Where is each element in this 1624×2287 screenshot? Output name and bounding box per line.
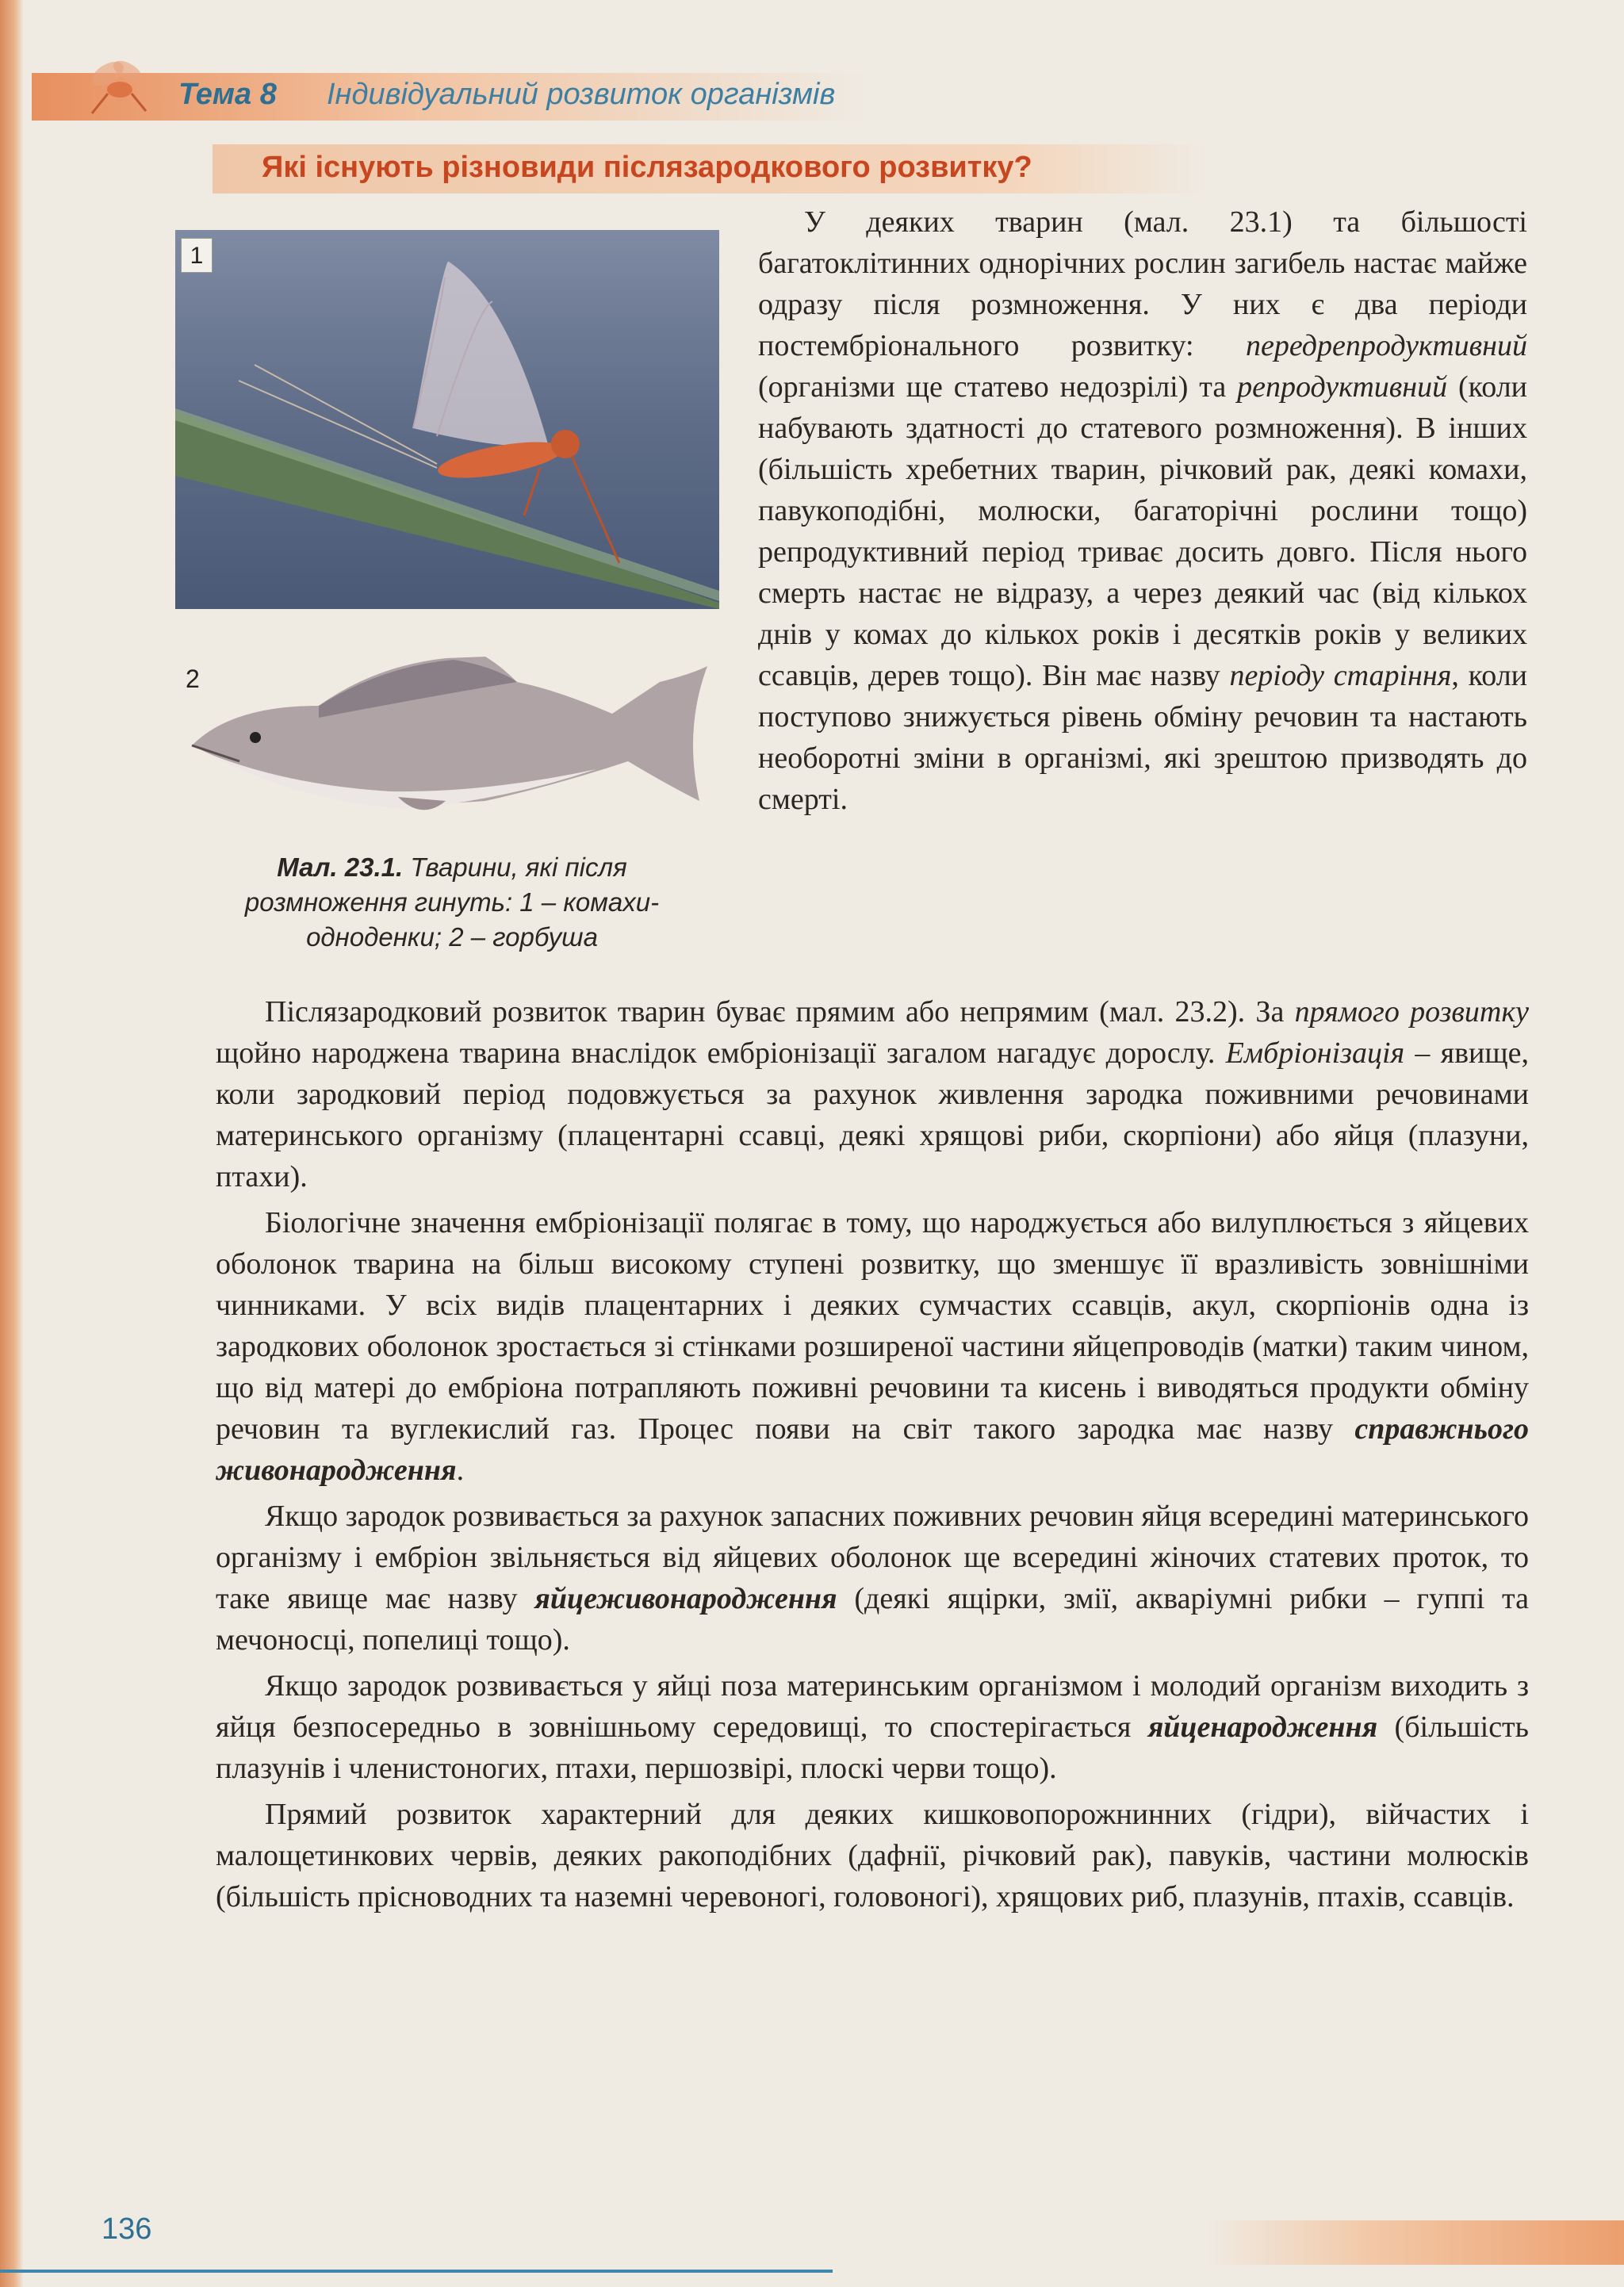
footer-rule bbox=[32, 2270, 833, 2273]
caption-label: Мал. 23.1. bbox=[277, 852, 404, 882]
mayfly-icon bbox=[76, 46, 155, 125]
theme-title: Індивідуальний розвиток організмів bbox=[327, 78, 836, 111]
figure-number-2: 2 bbox=[186, 665, 200, 693]
paragraph: Біологічне значення ембріонізації полягає в тому, що народжується або вилуплюється з яйцевих оболонок тварина на більш високому ступені розвитку, що зменшує її вразливість зовнішніми чинниками. У всіх видів плацентарних і деяких сумчастих ссавців, акул, скорпіонів одна із зародкових оболонок зростається зі стінками розширеної частини яйцепроводів (матки) таким чином, що від матері до ембріона потрапляють поживні речовини та кисень і виводяться продукти обміну речовин та вуглекислий газ. Процес появи на світ такого зародка має назву справжнього живонародження. bbox=[216, 1206, 1529, 1487]
figure-caption bbox=[198, 850, 706, 955]
footer-tick bbox=[0, 2270, 32, 2273]
paragraph: Прямий розвиток характерний для деяких кишковопорожнинних (гідри), війчастих і малощетинкових червів, деяких ракоподібних (дафнії, річковий рак), павуків, частини молюсків (більшість прісноводних та наземні черевоногі, головоногі), хрящових риб, плазунів, птахів, ссавців. bbox=[216, 1798, 1529, 1913]
term-oviparity: яйценародження bbox=[1147, 1710, 1378, 1744]
term-direct-development: прямого розвитку bbox=[1294, 995, 1529, 1029]
left-margin-stripe bbox=[0, 0, 24, 2287]
mayfly-photo bbox=[175, 230, 719, 609]
caption-text: Тварини, які після розмноження гинуть: 1 – комахи-одноденки; 2 – горбуша bbox=[244, 852, 660, 952]
paragraph: Післязародковий розвиток тварин буває прямим або непрямим (мал. 23.2). За прямого розвитку щойно народжена тварина внаслідок ембріонізації загалом нагадує дорослу. Ембріонізація – явище, коли зародковий період подовжується за рахунок живлення зародка поживними речовинами материнського організму (плацентарні ссавці, деякі хрящові риби, скорпіони) або яйця (плазуни, птахи). bbox=[216, 995, 1529, 1193]
term-prereproductive: передрепродуктивний bbox=[1245, 329, 1527, 362]
intro-paragraph-column bbox=[758, 201, 1527, 820]
term-embryonization: Ембріонізація bbox=[1225, 1036, 1405, 1070]
term-reproductive: репродуктивний bbox=[1237, 370, 1448, 404]
theme-label: Тема 8 bbox=[178, 78, 277, 111]
term-aging-period: періоду старіння bbox=[1229, 659, 1452, 692]
page-number: 136 bbox=[102, 2212, 152, 2246]
section-title: Які існують різновиди післязародкового розвитку? bbox=[262, 151, 1032, 184]
paragraph: Якщо зародок розвивається за рахунок запасних поживних речовин яйця всередині материнського організму і ембріон звільняється від яйцевих оболонок ще всередині жіночих статевих проток, то таке явище має назву яйцеживонародження (деякі ящірки, змії, акваріумні рибки – гуппі та мечоносці, попелиці тощо). bbox=[216, 1500, 1529, 1657]
paragraph: Якщо зародок розвивається у яйці поза материнським організмом і молодий організм виходить з яйця безпосередньо в зовнішньому середовищі, то спостерігається яйценародження (більшість плазунів і членистоногих, птахи, першозвірі, плоскі черви тощо). bbox=[216, 1669, 1529, 1785]
main-text-body bbox=[216, 991, 1529, 1922]
term-true-viviparity: справжнього живонародження bbox=[216, 1412, 1529, 1487]
term-ovoviviparity: яйцеживонародження bbox=[534, 1582, 837, 1615]
figure-number-1: 1 bbox=[181, 238, 213, 273]
humpback-salmon-illustration bbox=[184, 650, 723, 833]
footer-accent-bar bbox=[1205, 2220, 1624, 2265]
paragraph: У деяких тварин (мал. 23.1) та більшості багатоклітинних однорічних рослин загибель настає майже одразу після розмноження. У них є два періоди постембріонального розвитку: передрепродуктивний (організми ще статево недозрілі) та репродуктивний (коли набувають здатності до статевого розмноження). В інших (більшість хребетних тварин, річковий рак, деякі комахи, павукоподібні, молюски, багаторічні рослини тощо) репродуктивний період триває досить довго. Після нього смерть настає не відразу, а через деякий час (від кількох днів у комах до кількох років і десятків років у великих ссавців, дерев тощо). Він має назву періоду старіння, коли поступово знижується рівень обміну речовин та настають необоротні зміни в організмі, які зрештою призводять до смерті. bbox=[758, 205, 1528, 816]
